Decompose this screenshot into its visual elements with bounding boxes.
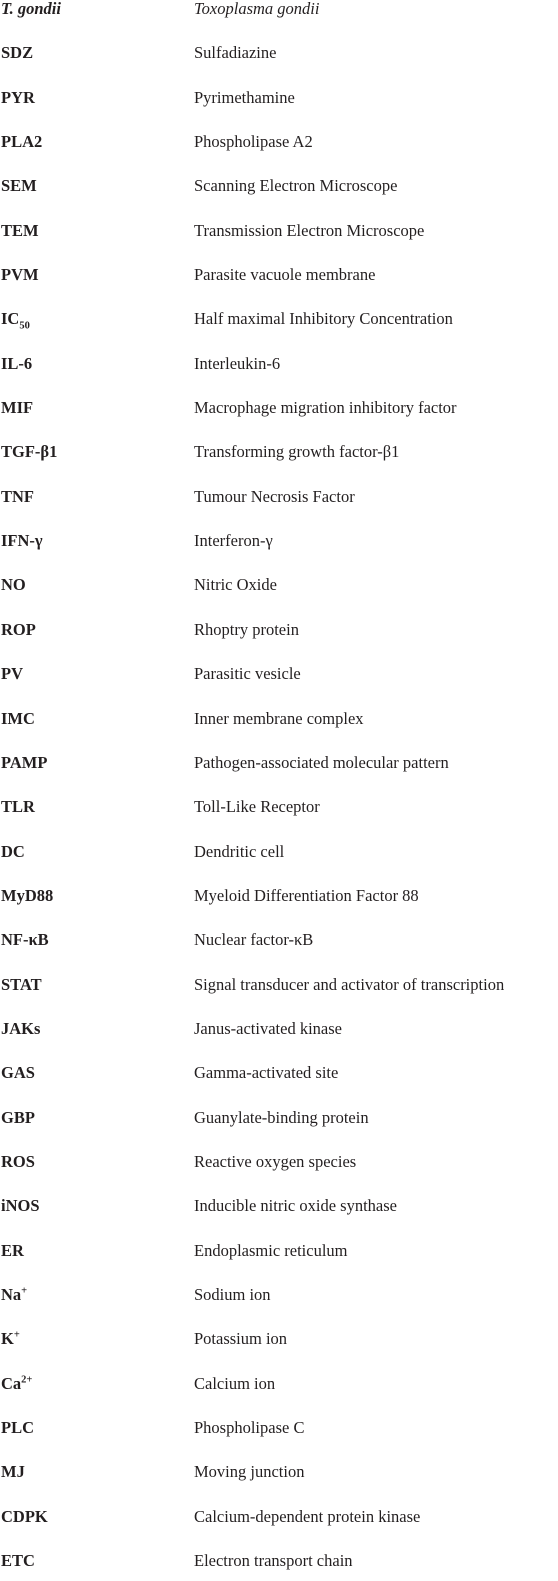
abbreviation-definition: Reactive oxygen species	[194, 1151, 357, 1171]
abbreviation-term	[1, 620, 36, 640]
abbreviation-term	[1, 709, 35, 729]
abbreviation-term-text: PV	[1, 664, 23, 684]
abbreviation-term-text: ER	[1, 1240, 24, 1260]
abbreviation-term-text: MyD88	[1, 885, 54, 905]
abbreviation-definition: Phospholipase C	[194, 1418, 305, 1437]
abbreviation-term	[1, 842, 25, 862]
abbreviation-term-text: T. gondii	[1, 0, 61, 18]
table-row	[0, 118, 558, 162]
abbreviation-term	[1, 442, 57, 462]
abbreviation-definition: Parasite vacuole membrane	[194, 265, 376, 285]
abbreviation-term-text: DC	[1, 841, 25, 861]
abbreviation-term-text: TNF	[1, 486, 34, 506]
table-row	[0, 384, 558, 428]
abbreviation-term	[1, 886, 53, 906]
table-row	[0, 561, 558, 605]
table-row	[0, 295, 558, 339]
abbreviation-definition: Interferon-γ	[194, 531, 273, 551]
abbreviation-term	[1, 1241, 24, 1261]
abbreviation-definition: Phospholipase A2	[194, 132, 313, 152]
abbreviation-term	[1, 1019, 40, 1039]
abbreviation-definition: Scanning Electron Microscope	[194, 176, 398, 196]
abbreviation-term-superscript: +	[21, 1285, 28, 1297]
abbreviation-term-text: iNOS	[1, 1196, 40, 1216]
abbreviation-definition: Transforming growth factor-β1	[194, 442, 400, 462]
abbreviation-definition: Nitric Oxide	[194, 575, 277, 595]
abbreviation-definition: Inducible nitric oxide synthase	[194, 1196, 397, 1216]
abbreviation-term-text: TLR	[1, 797, 35, 817]
table-row	[0, 1226, 558, 1270]
table-row	[0, 1448, 558, 1492]
table-row	[0, 916, 558, 960]
abbreviation-term	[1, 1329, 20, 1349]
abbreviation-definition: Pyrimethamine	[194, 87, 295, 107]
abbreviation-definition: Inner membrane complex	[194, 708, 364, 728]
abbreviation-definition: Rhoptry protein	[194, 619, 299, 639]
abbreviation-definition: Parasitic vesicle	[194, 664, 301, 684]
abbreviation-term-text: STAT	[1, 974, 42, 994]
table-row	[0, 1404, 558, 1448]
abbreviation-term-text: Na	[1, 1284, 22, 1304]
abbreviation-term-text: CDPK	[1, 1506, 48, 1526]
abbreviation-term-text: PLA2	[1, 132, 43, 152]
abbreviation-term	[1, 1551, 35, 1571]
table-row	[0, 960, 558, 1004]
abbreviation-term	[1, 753, 47, 773]
abbreviation-definition: Electron transport chain	[194, 1551, 353, 1571]
abbreviation-term	[1, 531, 43, 551]
abbreviation-term-text: ROP	[1, 619, 36, 639]
abbreviation-definition: Potassium ion	[194, 1329, 288, 1349]
abbreviation-term	[1, 575, 26, 595]
abbreviation-term	[1, 88, 35, 108]
abbreviation-term	[1, 1285, 27, 1305]
abbreviation-term-text: ETC	[1, 1551, 35, 1571]
table-row	[0, 694, 558, 738]
table-row	[0, 605, 558, 649]
abbreviation-definition: Macrophage migration inhibitory factor	[194, 398, 457, 418]
abbreviation-term-text: PYR	[1, 87, 35, 107]
abbreviation-term	[1, 1108, 35, 1128]
table-row	[0, 29, 558, 73]
abbreviation-term	[1, 354, 32, 374]
abbreviation-term	[1, 930, 49, 950]
abbreviation-term	[1, 797, 35, 817]
abbreviation-term-text: GAS	[1, 1063, 35, 1083]
table-row	[0, 206, 558, 250]
abbreviation-definition: Myeloid Differentiation Factor 88	[194, 885, 419, 905]
abbreviation-definition: Tumour Necrosis Factor	[194, 486, 355, 506]
table-row	[0, 827, 558, 871]
abbreviation-definition: Signal transducer and activator of transcription	[194, 974, 505, 994]
abbreviation-term	[1, 1418, 34, 1438]
abbreviation-definition: Moving junction	[194, 1462, 305, 1482]
abbreviation-definition: Guanylate-binding protein	[194, 1107, 369, 1127]
table-row	[0, 73, 558, 117]
table-row	[0, 739, 558, 783]
abbreviation-term-text: SDZ	[1, 43, 34, 63]
abbreviation-term-text: ROS	[1, 1151, 35, 1171]
abbreviation-term-text: IMC	[1, 708, 35, 728]
abbreviation-term	[1, 221, 39, 241]
abbreviation-definition: Sodium ion	[194, 1284, 271, 1304]
abbreviation-term	[1, 132, 42, 152]
abbreviation-definition: Gamma-activated site	[194, 1063, 339, 1083]
abbreviation-term	[1, 43, 33, 63]
table-row	[0, 1005, 558, 1049]
abbreviation-term-text: PVM	[1, 265, 39, 285]
table-row	[0, 1182, 558, 1226]
abbreviation-term	[1, 265, 39, 285]
abbreviation-definition: Pathogen-associated molecular pattern	[194, 752, 449, 772]
abbreviation-term-text: PAMP	[1, 752, 48, 772]
table-row	[0, 0, 558, 29]
abbreviation-definition: Calcium-dependent protein kinase	[194, 1506, 421, 1526]
abbreviation-term-text: K	[1, 1329, 14, 1349]
table-row	[0, 1315, 558, 1359]
table-row	[0, 1359, 558, 1403]
abbreviation-definition: Janus-activated kinase	[194, 1018, 342, 1038]
abbreviation-term-text: IL-6	[1, 353, 33, 373]
abbreviation-term	[1, 398, 33, 418]
table-row	[0, 1093, 558, 1137]
abbreviation-term	[1, 1462, 25, 1482]
table-row	[0, 1138, 558, 1182]
table-row	[0, 428, 558, 472]
abbreviation-definition: Dendritic cell	[194, 841, 285, 861]
abbreviation-term-text: TEM	[1, 220, 39, 240]
abbreviation-definition: Toll-Like Receptor	[194, 797, 320, 817]
abbreviation-term	[1, 1063, 35, 1083]
table-row	[0, 783, 558, 827]
abbreviation-term-text: PLC	[1, 1418, 34, 1437]
table-row	[0, 872, 558, 916]
abbreviation-term	[1, 0, 61, 19]
abbreviation-term-text: MJ	[1, 1462, 25, 1482]
abbreviation-term	[1, 664, 23, 684]
abbreviation-definition: Transmission Electron Microscope	[194, 220, 425, 240]
abbreviation-term	[1, 1152, 35, 1172]
abbreviation-term-text: MIF	[1, 398, 34, 418]
table-row	[0, 1049, 558, 1093]
abbreviation-term-text: NF-κB	[1, 930, 49, 950]
abbreviation-term-text: IC	[1, 309, 20, 329]
table-row	[0, 162, 558, 206]
abbreviation-term-text: Ca	[1, 1373, 22, 1393]
abbreviation-term	[1, 1196, 40, 1216]
table-row	[0, 1537, 558, 1581]
abbreviation-definition: Half maximal Inhibitory Concentration	[194, 309, 453, 329]
abbreviation-term	[1, 1374, 32, 1394]
abbreviation-term	[1, 309, 30, 332]
abbreviation-term-text: TGF-β1	[1, 442, 58, 462]
abbreviation-definition: Sulfadiazine	[194, 43, 277, 63]
abbreviation-term	[1, 975, 42, 995]
table-row	[0, 517, 558, 561]
abbreviation-term	[1, 176, 37, 196]
abbreviation-term-text: GBP	[1, 1107, 35, 1127]
abbreviation-term-text: NO	[1, 575, 26, 595]
table-row	[0, 251, 558, 295]
abbreviation-term-superscript: 2+	[21, 1374, 33, 1386]
abbreviation-definition: Interleukin-6	[194, 353, 281, 373]
abbreviation-definition: Toxoplasma gondii	[194, 0, 320, 18]
table-row	[0, 1271, 558, 1315]
abbreviation-term	[1, 1507, 48, 1527]
abbreviation-term	[1, 487, 34, 507]
abbreviation-term-superscript: +	[13, 1329, 20, 1341]
abbreviation-term-text: JAKs	[1, 1018, 41, 1038]
abbreviation-definition: Calcium ion	[194, 1373, 276, 1393]
table-row	[0, 472, 558, 516]
table-row	[0, 1492, 558, 1536]
abbreviation-definition: Nuclear factor-κB	[194, 930, 314, 950]
abbreviation-definition: Endoplasmic reticulum	[194, 1240, 348, 1260]
abbreviation-term-subscript: 50	[19, 320, 30, 332]
table-row	[0, 339, 558, 383]
table-row	[0, 650, 558, 694]
abbreviation-term-text: IFN-γ	[1, 531, 43, 551]
abbreviation-term-text: SEM	[1, 176, 37, 196]
